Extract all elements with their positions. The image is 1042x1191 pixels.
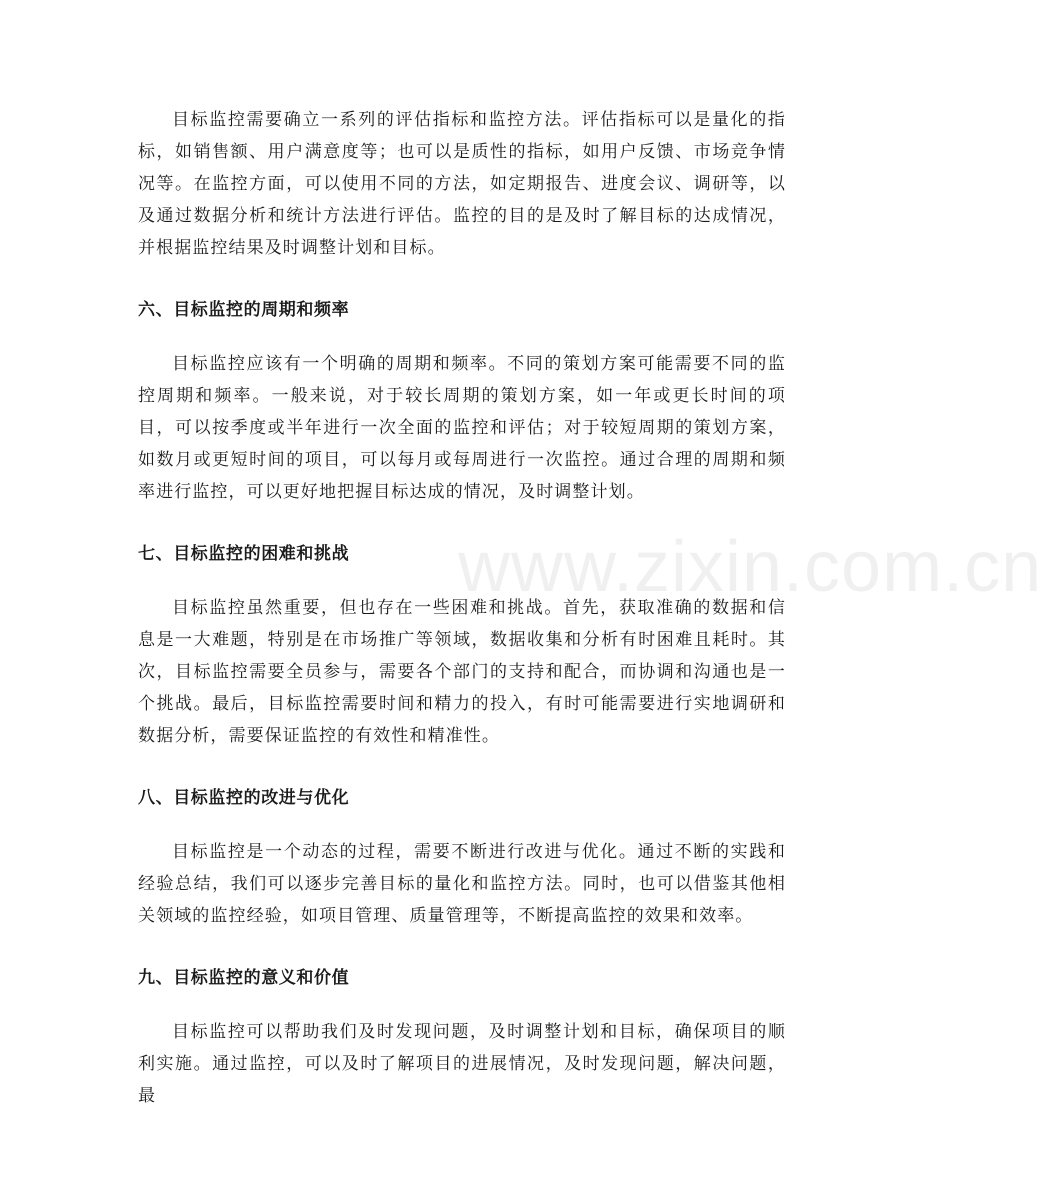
watermark: www.zixin.com.cn bbox=[458, 527, 1042, 607]
document-body bbox=[138, 104, 786, 1112]
paragraph-section-6: 目标监控应该有一个明确的周期和频率。不同的策划方案可能需要不同的监控周期和频率。一般来说，对于较长周期的策划方案，如一年或更长时间的项目，可以按季度或半年进行一次全面的监控和评估；对于较短周期的策划方案，如数月或更短时间的项目，可以每月或每周进行一次监控。通过合理的周期和频率进行监控，可以更好地把握目标达成的情况，及时调整计划。 bbox=[138, 354, 786, 502]
paragraph-intro: 目标监控需要确立一系列的评估指标和监控方法。评估指标可以是量化的指标，如销售额、用户满意度等；也可以是质性的指标，如用户反馈、市场竞争情况等。在监控方面，可以使用不同的方法，如定期报告、进度会议、调研等，以及通过数据分析和统计方法进行评估。监控的目的是及时了解目标的达成情况，并根据监控结果及时调整计划和目标。 bbox=[138, 110, 786, 258]
section-heading-8: 八、目标监控的改进与优化 bbox=[138, 788, 350, 808]
paragraph-section-8: 目标监控是一个动态的过程，需要不断进行改进与优化。通过不断的实践和经验总结，我们可以逐步完善目标的量化和监控方法。同时，也可以借鉴其他相关领域的监控经验，如项目管理、质量管理等，不断提高监控的效果和效率。 bbox=[138, 842, 786, 926]
paragraph-section-9: 目标监控可以帮助我们及时发现问题，及时调整计划和目标，确保项目的顺利实施。通过监控，可以及时了解项目的进展情况，及时发现问题，解决问题，最 bbox=[138, 1022, 786, 1106]
section-heading-7: 七、目标监控的困难和挑战 bbox=[138, 544, 350, 564]
section-heading-9: 九、目标监控的意义和价值 bbox=[138, 968, 350, 988]
paragraph-section-7: 目标监控虽然重要，但也存在一些困难和挑战。首先，获取准确的数据和信息是一大难题，特别是在市场推广等领域，数据收集和分析有时困难且耗时。其次，目标监控需要全员参与，需要各个部门的支持和配合，而协调和沟通也是一个挑战。最后，目标监控需要时间和精力的投入，有时可能需要进行实地调研和数据分析，需要保证监控的有效性和精准性。 bbox=[138, 598, 786, 746]
section-heading-6: 六、目标监控的周期和频率 bbox=[138, 300, 350, 320]
